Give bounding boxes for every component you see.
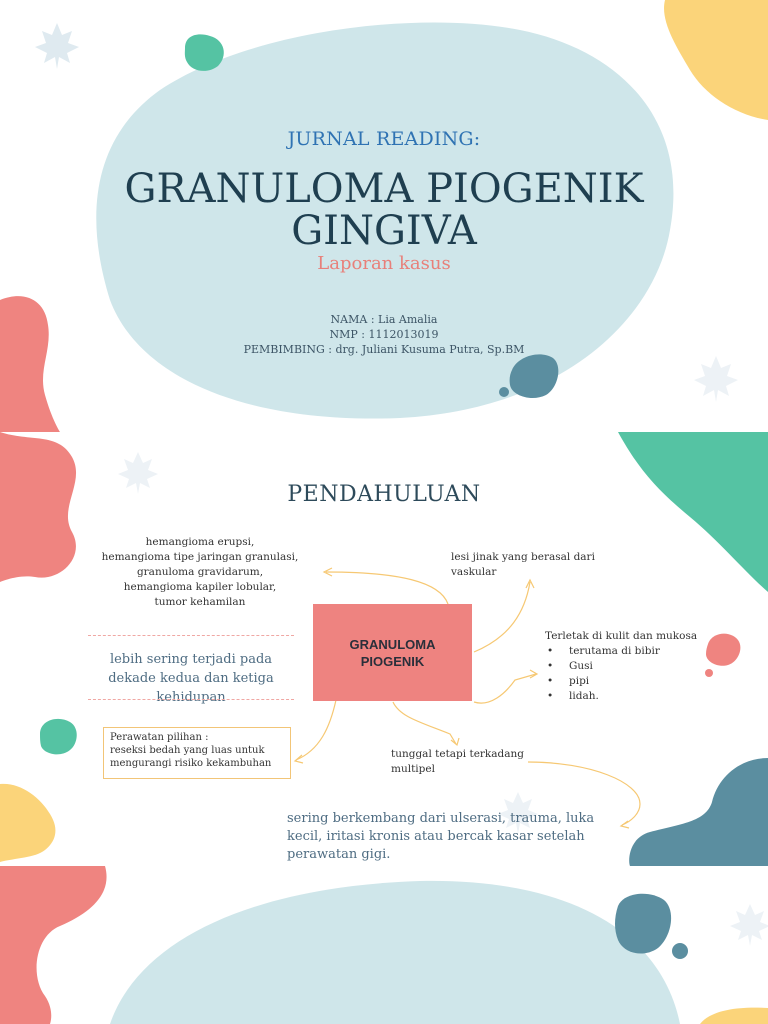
journal-reading-label: JURNAL READING: <box>287 128 481 150</box>
title-slide <box>0 0 768 432</box>
teal-corner-blob <box>618 432 768 592</box>
synonym-item: granuloma gravidarum, <box>136 566 264 578</box>
location-item: • terutama di bibir <box>545 644 715 659</box>
title-line-2: GINGIVA <box>291 208 477 254</box>
section-heading: PENDAHULUAN <box>287 482 481 507</box>
arrow-to-treatment <box>296 700 336 760</box>
light-blue-blob <box>110 881 680 1024</box>
synonym-item: hemangioma tipe jaringan granulasi, <box>101 551 299 563</box>
author-info <box>0 312 768 357</box>
location-block <box>545 629 715 704</box>
coral-left-blob <box>0 432 76 582</box>
synonyms-list <box>100 535 300 610</box>
lesion-description: lesi jinak yang berasal dari vaskular <box>451 551 595 578</box>
treatment-box <box>103 727 291 779</box>
maple-leaf-icon <box>35 23 79 69</box>
location-title: Terletak di kulit dan mukosa <box>545 630 698 642</box>
teal-blob <box>185 34 224 71</box>
synonym-item: tumor kehamilan <box>154 596 246 608</box>
title-line-1: GRANULOMA PIOGENIK <box>124 166 644 212</box>
author-nmp: NMP : 1112013019 <box>329 328 439 341</box>
location-item: • Gusi <box>545 659 715 674</box>
treatment-text: reseksi bedah yang luas untuk mengurangi risiko kekambuhan <box>110 745 272 769</box>
teal-small-blob <box>40 719 77 755</box>
location-item: • lidah. <box>545 689 715 704</box>
treatment-title: Perawatan pilihan : <box>110 732 209 743</box>
central-topic-box <box>313 604 472 701</box>
multiplicity-note: tunggal tetapi terkadang multipel <box>391 748 525 775</box>
arrowhead <box>530 670 537 678</box>
slate-blob <box>615 894 671 954</box>
supervisor: PEMBIMBING : drg. Juliani Kusuma Putra, Sp.BM <box>243 343 525 356</box>
slate-dot <box>499 387 509 397</box>
slide-title <box>0 168 768 252</box>
next-slide-background <box>0 866 768 1024</box>
yellow-corner-blob <box>700 1008 768 1024</box>
divider <box>88 699 294 700</box>
synonym-item: hemangioma kapiler lobular, <box>123 581 277 593</box>
yellow-left-blob <box>0 784 55 862</box>
author-name: NAMA : Lia Amalia <box>330 313 438 326</box>
maple-leaf-icon <box>694 356 738 402</box>
maple-leaf-icon <box>730 904 768 946</box>
age-note: lebih sering terjadi pada dekade kedua dan ketiga kehidupan <box>108 652 274 705</box>
arrow-to-multiplicity <box>393 702 456 744</box>
divider <box>88 635 294 636</box>
central-topic-label: GRANULOMA PIOGENIK <box>349 636 436 669</box>
cause-note: sering berkembang dari ulserasi, trauma, luka kecil, iritasi kronis atau bercak kasar setelah perawatan gigi. <box>287 811 595 862</box>
slide-subtitle: Laporan kasus <box>317 253 451 274</box>
slate-dot <box>672 943 688 959</box>
location-item: • pipi <box>545 674 715 689</box>
location-list <box>545 644 715 704</box>
mindmap-slide <box>0 432 768 866</box>
arrow-to-lesion <box>474 582 530 652</box>
slate-corner-blob <box>629 758 768 866</box>
next-slide-preview <box>0 866 768 1024</box>
synonym-item: hemangioma erupsi, <box>145 536 255 548</box>
arrow-to-location <box>474 674 536 703</box>
yellow-corner-blob <box>664 0 768 120</box>
coral-left-blob <box>0 866 107 1024</box>
arrow-to-synonyms <box>326 572 448 604</box>
